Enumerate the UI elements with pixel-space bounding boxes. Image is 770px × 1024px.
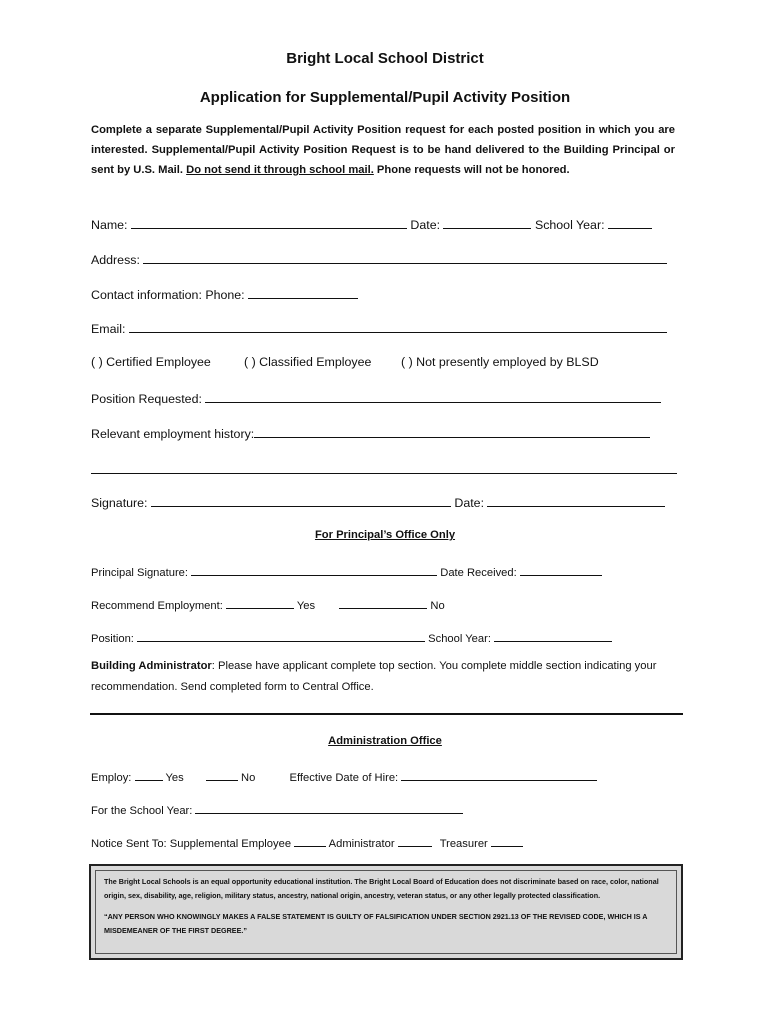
date-field[interactable] bbox=[443, 216, 531, 229]
principal-school-year-field[interactable] bbox=[494, 629, 612, 642]
equal-opportunity-statement: The Bright Local Schools is an equal opportunity educational institution. The Bright Local Board of Education does not discriminate based on race, color, national origin, sex, disability, age, religion, military status, ancestry, national origin, ancestry, veteran status, or any other legally protected classification. bbox=[104, 877, 659, 900]
history-label: Relevant employment history: bbox=[91, 427, 255, 441]
recommend-label: Recommend Employment: bbox=[91, 600, 223, 612]
position-label: Position Requested: bbox=[91, 392, 202, 406]
phone-field[interactable] bbox=[248, 286, 358, 299]
principal-position-label: Position: bbox=[91, 633, 134, 645]
signature-date-label: Date: bbox=[454, 496, 485, 510]
date-label: Date: bbox=[410, 218, 441, 232]
signature-date-field[interactable] bbox=[487, 494, 665, 507]
falsification-warning: “ANY PERSON WHO KNOWINGLY MAKES A FALSE STATEMENT IS GUILTY OF FALSIFICATION UNDER SECTION 2921.13 OF THE REVISED CODE, WHICH IS A MISDEMEANER OF THE FIRST DEGREE.” bbox=[104, 912, 648, 935]
notice-sent-row bbox=[91, 834, 523, 850]
history-field-line-2[interactable] bbox=[91, 460, 677, 474]
section-divider bbox=[90, 713, 683, 715]
building-admin-bold: Building Administrator bbox=[91, 660, 212, 672]
principal-signature-label: Principal Signature: bbox=[91, 567, 189, 579]
notice-treasurer-field[interactable] bbox=[491, 834, 523, 847]
intro-text-1: Complete a separate Supplemental/Pupil Activity Position request for each posted position in which you are interested. Supplemental/Pupil Activity Position Request is to be hand delivered to the Building Principal or sent by U.S. Mail. bbox=[91, 124, 675, 176]
status-option-classified[interactable]: ( ) Classified Employee bbox=[244, 355, 372, 369]
position-field[interactable] bbox=[205, 390, 661, 403]
status-option-not-employed[interactable]: ( ) Not presently employed by BLSD bbox=[401, 355, 599, 369]
address-row bbox=[91, 251, 667, 267]
principal-position-row bbox=[91, 629, 612, 645]
contact-row bbox=[91, 286, 358, 302]
notice-employee-field[interactable] bbox=[294, 834, 326, 847]
notice-administrator-label: Administrator bbox=[328, 838, 395, 850]
recommend-row bbox=[91, 596, 445, 612]
employ-label: Employ: bbox=[91, 772, 132, 784]
email-label: Email: bbox=[91, 322, 126, 336]
principal-signature-row bbox=[91, 563, 602, 579]
building-admin-instructions bbox=[91, 656, 691, 698]
email-row bbox=[91, 320, 667, 336]
notice-administrator-field[interactable] bbox=[398, 834, 432, 847]
history-row bbox=[91, 425, 650, 441]
employ-no-field[interactable] bbox=[206, 768, 238, 781]
intro-instructions bbox=[91, 120, 675, 180]
intro-text-2: Phone requests will not be honored. bbox=[373, 164, 570, 176]
admin-school-year-row bbox=[91, 801, 463, 817]
legal-notice-box bbox=[89, 864, 683, 960]
principal-heading: For Principal’s Office Only bbox=[314, 529, 456, 541]
building-admin-text: : Please have applicant complete top section. You complete middle section indicating your recommendation. Send completed form to Central Office. bbox=[91, 660, 657, 693]
position-row bbox=[91, 390, 661, 406]
district-title: Bright Local School District bbox=[286, 50, 484, 67]
signature-row bbox=[91, 494, 665, 510]
admin-school-year-label: For the School Year: bbox=[91, 805, 193, 817]
legal-notice-text bbox=[104, 875, 664, 945]
admin-school-year-field[interactable] bbox=[195, 801, 463, 814]
principal-signature-field[interactable] bbox=[191, 563, 437, 576]
notice-sent-label: Notice Sent To: Supplemental Employee bbox=[91, 838, 292, 850]
intro-underlined: Do not send it through school mail. bbox=[186, 164, 374, 176]
employ-row bbox=[91, 768, 597, 784]
status-option-certified[interactable]: ( ) Certified Employee bbox=[91, 355, 211, 369]
employ-yes-label: Yes bbox=[165, 772, 184, 784]
hire-date-field[interactable] bbox=[401, 768, 597, 781]
address-label: Address: bbox=[91, 253, 140, 267]
form-title: Application for Supplemental/Pupil Activity Position bbox=[199, 89, 571, 106]
hire-date-label: Effective Date of Hire: bbox=[289, 772, 399, 784]
legal-notice-inner-border bbox=[95, 870, 677, 954]
name-label: Name: bbox=[91, 218, 128, 232]
signature-field[interactable] bbox=[151, 494, 451, 507]
employ-no-label: No bbox=[241, 772, 256, 784]
school-year-field[interactable] bbox=[608, 216, 652, 229]
date-received-label: Date Received: bbox=[440, 567, 517, 579]
recommend-no-field[interactable] bbox=[339, 596, 427, 609]
recommend-no-label: No bbox=[430, 600, 445, 612]
contact-label: Contact information: Phone: bbox=[91, 288, 245, 302]
email-field[interactable] bbox=[129, 320, 667, 333]
principal-position-field[interactable] bbox=[137, 629, 425, 642]
recommend-yes-field[interactable] bbox=[226, 596, 294, 609]
history-field[interactable] bbox=[254, 425, 650, 438]
administration-heading: Administration Office bbox=[328, 735, 442, 747]
address-field[interactable] bbox=[143, 251, 667, 264]
principal-school-year-label: School Year: bbox=[428, 633, 491, 645]
name-field[interactable] bbox=[131, 216, 407, 229]
date-received-field[interactable] bbox=[520, 563, 602, 576]
recommend-yes-label: Yes bbox=[296, 600, 316, 612]
signature-label: Signature: bbox=[91, 496, 148, 510]
notice-treasurer-label: Treasurer bbox=[439, 838, 488, 850]
employ-yes-field[interactable] bbox=[135, 768, 163, 781]
school-year-label: School Year: bbox=[534, 218, 605, 232]
name-row bbox=[91, 216, 652, 232]
